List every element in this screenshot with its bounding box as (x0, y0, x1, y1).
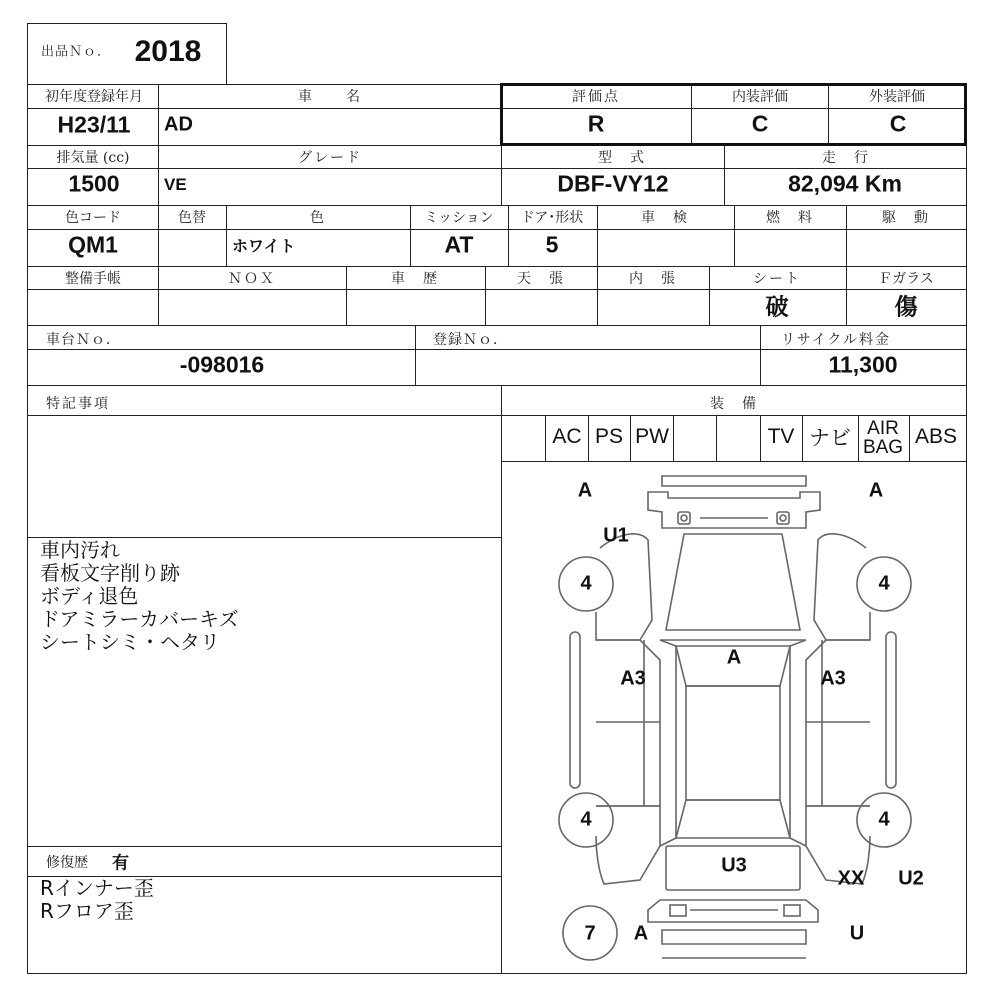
door-count: 5 (545, 231, 559, 258)
history-label: 車 歴 (391, 271, 439, 287)
mark-wheel-rr: 4 (878, 808, 890, 831)
mark-bumper-rear-left: A (633, 922, 649, 945)
note-line: 車内汚れ (40, 538, 120, 562)
seat-label: シート (753, 271, 801, 287)
color-code: QM1 (68, 231, 118, 258)
mark-front-right: A (868, 479, 884, 502)
mark-rear-right-b: U2 (898, 867, 924, 890)
lot-number: 2018 (134, 35, 202, 68)
color-code-label: 色コード (65, 210, 121, 226)
equipment-label: 装 備 (710, 396, 758, 412)
repair-line: Rインナー歪 (40, 876, 154, 900)
door-label: ドア･形状 (520, 210, 584, 226)
equipment-item: PW (635, 425, 669, 448)
equipment-item: PS (594, 425, 624, 448)
equipment-item-airbag: AIR BAG (862, 418, 904, 458)
registration-label: 登録Ｎｏ． (433, 332, 508, 348)
mark-wheel-fr: 4 (878, 572, 890, 595)
score-label: 評価点 (572, 89, 620, 105)
car-name-label: 車 名 (298, 89, 362, 105)
note-line: ボディ退色 (40, 584, 139, 608)
mark-left-side: A3 (620, 667, 646, 690)
exterior-label: 外装評価 (869, 89, 925, 105)
mark-right-side: A3 (820, 667, 846, 690)
headliner-label: 天 張 (517, 271, 565, 287)
interior-label: 内装評価 (732, 89, 788, 105)
chassis-number: -098016 (179, 351, 265, 378)
repair-line: Rフロア歪 (40, 899, 134, 923)
front-bumper (648, 476, 820, 528)
chassis-label: 車台Ｎｏ． (46, 332, 121, 348)
color-change-label: 色替 (178, 210, 206, 226)
equipment-item: AC (552, 425, 582, 448)
notes-label: 特記事項 (46, 396, 110, 412)
first-registration: H23/11 (57, 111, 131, 138)
model-label: 型 式 (598, 150, 646, 166)
grade-label: グレード (298, 150, 362, 166)
score: R (587, 110, 605, 137)
displacement: 1500 (68, 170, 120, 197)
drive-label: 駆 動 (882, 210, 930, 226)
interior-grade: C (751, 110, 769, 137)
repair-value: 有 (112, 853, 129, 874)
note-line: 看板文字削り跡 (40, 561, 180, 585)
grade: VE (164, 175, 187, 194)
glass-label: Ｆガラス (878, 271, 934, 287)
mark-hood: U1 (603, 524, 629, 547)
mission-label: ミッション (424, 210, 494, 226)
mark-wheel-rl: 4 (580, 808, 592, 831)
equipment-item: ABS (914, 425, 958, 448)
exterior-grade: C (889, 110, 907, 137)
model-code: DBF-VY12 (557, 170, 669, 197)
cabin (660, 640, 806, 846)
color-label: 色 (310, 210, 326, 226)
mark-trunk: U3 (721, 854, 747, 877)
front-fenders (596, 534, 870, 640)
car-name: AD (164, 113, 193, 136)
mileage: 82,094 Km (788, 170, 902, 197)
car-diagram (501, 461, 966, 973)
note-line: シートシミ・ヘタリ (40, 630, 220, 654)
mark-roof: A (726, 646, 742, 669)
color-name: ホワイト (232, 238, 296, 256)
inner-label: 内 張 (629, 271, 677, 287)
mark-spare: 7 (584, 922, 596, 945)
maintenance-label: 整備手帳 (65, 271, 121, 287)
fuel-label: 燃 料 (766, 210, 814, 226)
equipment-item: ナビ (809, 427, 851, 450)
recycle-fee: 11,300 (828, 351, 898, 378)
repair-label: 修復歴 (46, 855, 88, 871)
recycle-label: リサイクル料金 (780, 332, 892, 348)
note-line: ドアミラーカバーキズ (40, 607, 239, 631)
first-registration-label: 初年度登録年月 (45, 89, 143, 105)
mark-front-left: A (577, 479, 593, 502)
mark-wheel-fl: 4 (580, 572, 592, 595)
nox-label: ＮＯＸ (228, 271, 276, 287)
mark-bumper-rear-right: U (849, 922, 865, 945)
mission: AT (444, 231, 474, 258)
glass-condition: 傷 (894, 294, 918, 321)
inspection-label: 車 検 (641, 210, 689, 226)
mark-rear-right-a: XX (837, 867, 865, 890)
lot-number-label: 出品Ｎｏ． (40, 44, 112, 60)
displacement-label: 排気量 (cc) (56, 150, 130, 166)
seat-condition: 破 (765, 294, 789, 321)
rear-bumper (648, 900, 818, 958)
hood (660, 534, 806, 640)
equipment-item: TV (767, 425, 795, 448)
mileage-label: 走 行 (822, 150, 870, 166)
